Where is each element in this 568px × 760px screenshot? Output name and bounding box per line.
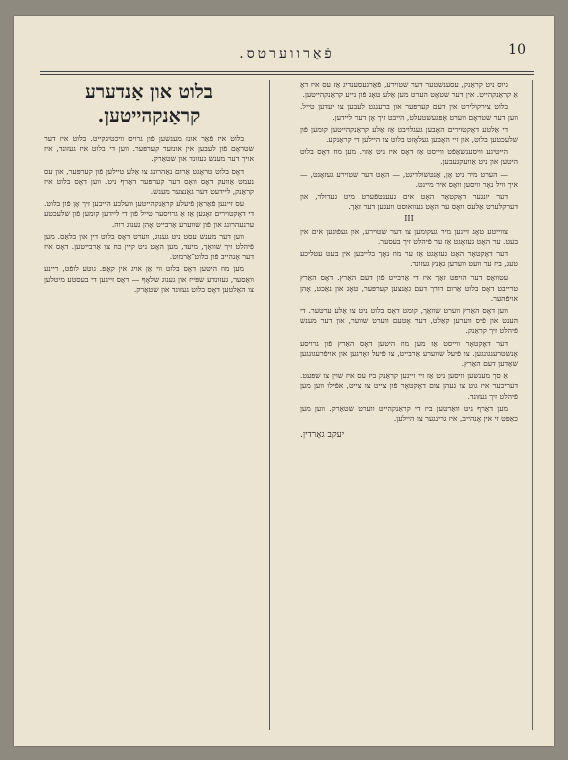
paragraph: בלוט צירקולירט אין דעם קערפּער און ברענגט לעבען צו יעדען טייל. ווען דער שטראָם ווערט אָפּגעשטעלט, הייבט זיך אָן דער ליידען. — [300, 102, 518, 122]
paragraph: בלוט איז פֿאַר אונז מענשען פֿון גרויס וויכטיגקייט. בלוט איז דער שטראָם פֿון לעבען אין אונזער קערפּער. ווען די בלוט איז געזונד, איז אויך דער מענש געזונד און שטאַרק. — [44, 134, 254, 164]
column-divider-right — [532, 80, 533, 730]
paragraph: דער יונגער דאָקטאָר האָט אים געענטפֿערט מיט געדולד, און דערקלערט אַלעס וואָס ער האָט געוואוסט וועגען דער זאַך. — [300, 192, 518, 212]
article-title-line1: בלוט און אַנדערע — [85, 81, 213, 103]
paragraph: מען מוז היטען דאָס בלוט ווי אַן אויג אין קאָפּ. גוטע לופֿט, ריינע וואַסער, געזונדע שפּייז און גענוג שלאָף — דאָס זיינען די בעסטע מיטלען צו האַלטען דאָס בלוט געזונד און שטאַרק. — [44, 264, 254, 294]
article-column-right — [300, 80, 518, 441]
running-title: פֿאַרווערטס. — [239, 46, 335, 62]
page-header — [40, 34, 534, 70]
paragraph: אַ סך מענשען וויסען ניט אַז זיי זיינען קראַנק ביז עס איז שוין צו שפּעט. דעריבער איז גוט צו געהן צום דאָקטאָר פֿון צייט צו צייט, אפֿילו ווען מען פֿיהלט זיך געזונד. — [300, 371, 518, 401]
paragraph: דאָס בלוט טראָגט אַרום נאַהרונג צו אַלע טיילען פֿון קערפּער, און עס נעמט אַוועק דאָס וואָס דער קערפּער דאַרף ניט. ווען דאָס בלוט איז קראַנק, ליידעט דער גאַנצער מענש. — [44, 166, 254, 197]
article-column-left — [44, 80, 254, 297]
header-rule-double — [40, 74, 534, 75]
paragraph: דער דאָקטאָר ווייסט אַז מען מוז היטען דאָס האַרץ פֿון גרויסע אָנשטרענגונגען. צו פֿיעל שווערע אַרבייט, צו פֿיעל זאָרגען און אויפֿרעגונגען שאַדען דעם האַרץ. — [300, 338, 518, 369]
article-title-line2: קראַנקהייטען. — [97, 105, 201, 127]
paragraph: — הערט מיר ניט אָן, אַנטשולדיגט, — האָט דער שטוירע געזאָגט, — איך וויל נאָר וויסען וואָס איר מיינט. — [300, 169, 518, 189]
paragraph: מען דאַרף ניט וואַרטען ביז די קראַנקהייט ווערט שטאַרק. ווען מען כאַפּט זי אין אָנהייב, איז גרינגער צו היילען. — [300, 403, 518, 424]
section-mark: III — [404, 214, 414, 224]
paragraph: דער דאָקטאָר האָט געזאָגט אַז ער מוז נאָך בלייבען אין בעט עטליכע טעג, ביז ער וועט ווערען גאַנץ געזונד. — [300, 249, 518, 269]
newspaper-page — [14, 16, 554, 746]
paragraph: עס זיינען פֿאַראַן פֿיעלע קראַנקהייטען וועלכע הייבען זיך אָן פֿון בלוט. די דאָקטוירים זאָגען אַז אַ גרויסער טייל פֿון די ליידען קומען פֿון שלעכטע ערנעהרונג און פֿון שווערע אַרבייט אָהן גענוג רוה. — [44, 199, 254, 229]
paragraph: ווען דאָס האַרץ ווערט שוואַך, קומט דאָס בלוט ניט צו אַלע ערטער. די הענט און פֿיס ווערען קאַלט, דער אָטעם ווערט שווער, און דער מענש פֿיהלט זיך קראַנק. — [300, 306, 518, 336]
author-signature: יעקב גאָרדין. — [300, 430, 345, 441]
column-divider — [269, 80, 270, 730]
paragraph: עטוואָס דער הויפּט זאַך איז די אַרבייט פֿון דעם האַרץ. דאָס האַרץ טרייבט דאָס בלוט אַרום דורך דעם גאַנצען קערפּער, טאָג און נאַכט, אָהן אויפֿהער. — [300, 273, 518, 303]
paragraph: הייטיגע וויסענשאַפֿט ווייסט אַז דאָס איז ניט אַזוי. מען מוז דאָס בלוט היטען און ניט אַוועקגעבען. — [300, 147, 518, 167]
paragraph: ווען דער מענש עסט ניט גענוג, ווערט דאָס בלוט דין און בלאַס. מען פֿיהלט זיך שוואַך, מיעד, מען האָט ניט קיין כח צו אַרבייטען. דאָס איז דער אָנהייב פֿון בלוט־אַרמוט. — [44, 231, 254, 262]
article-title — [44, 80, 254, 128]
page-number: 10 — [508, 42, 526, 58]
paragraph: צווייטע טאָג זיינען מיר געקומען צו דער שטוירע, און געפֿונען אים אין בעט. ער האָט געזאָגט אַז ער פֿיהלט זיך בעסער. — [300, 226, 518, 246]
header-rule — [40, 71, 534, 72]
paragraph: די אַלטע דאָקטוירים האָבען געגלויבט אַז אַלע קראַנקהייטען קומען פֿון שלעכטען בלוט, און זיי האָבען געלאָזט בלוט צו היילען די קראַנקע. — [300, 124, 518, 145]
paragraph: גיוס ניט קראַנק, עסענשטער דער שטוירע, פֿאַרגעסענדיג אַז עס איז דאָ אַ קראַנקהייט. אין דער שטאָט הערט מען אַלע טאָג פֿון נייע קראַנקהייטען. — [300, 80, 518, 100]
